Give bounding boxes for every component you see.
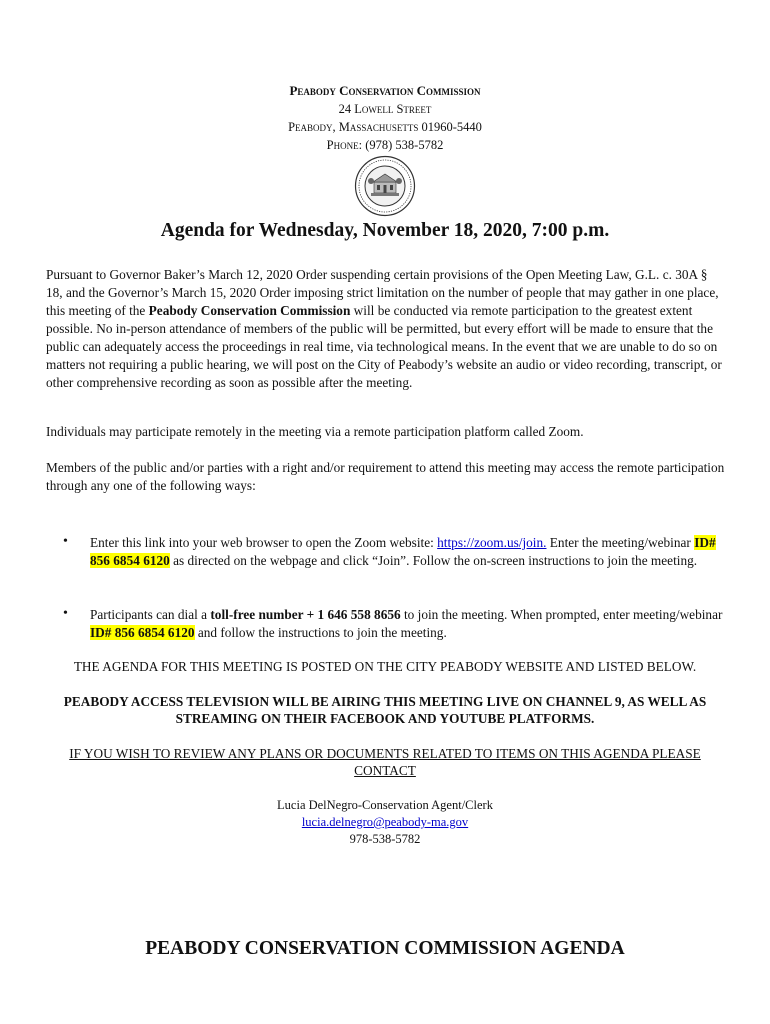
letterhead-city: Peabody, Massachusetts 01960-5440 bbox=[288, 120, 482, 134]
agenda-title: Agenda for Wednesday, November 18, 2020, 7:00 p.m. bbox=[160, 220, 610, 241]
letterhead-phone: Phone: (978) 538-5782 bbox=[326, 138, 444, 152]
bullet-marker: • bbox=[63, 606, 68, 621]
paragraph-members: Members of the public and/or parties with a right and/or requirement to attend this meeting may access the remote participation through any one of the following ways: bbox=[46, 460, 725, 493]
commission-name: Peabody Conservation Commission bbox=[148, 303, 351, 318]
paragraph-order bbox=[46, 266, 726, 392]
list-item bbox=[90, 606, 730, 642]
contact-name: Lucia DelNegro-Conservation Agent/Clerk bbox=[277, 798, 493, 812]
tv-broadcast-notice: PEABODY ACCESS TELEVISION WILL BE AIRING THIS MEETING LIVE ON CHANNEL 9, AS WELL AS STREAMING ON THEIR FACEBOOK AND YOUTUBE PLATFORMS. bbox=[63, 694, 707, 726]
contact-block bbox=[0, 797, 770, 848]
bullet-text: as directed on the webpage and click “Join”. Follow the on-screen instructions to join the meeting. bbox=[169, 553, 698, 568]
letterhead-org: Peabody Conservation Commission bbox=[289, 83, 481, 98]
letterhead bbox=[0, 82, 770, 154]
toll-free-number: toll-free number + 1 646 558 8656 bbox=[210, 607, 401, 622]
letterhead-street: 24 Lowell Street bbox=[338, 102, 432, 116]
bullet-text: and follow the instructions to join the meeting. bbox=[194, 625, 447, 640]
meeting-id: ID# 856 6854 6120 bbox=[90, 625, 195, 640]
paragraph-order-text-rest: will be conducted via remote participation to the greatest extent possible. No in-person attendance of members of the public will be permitted, but every effort will be made to ensure that the public can adequately access the proceedings in real time, via technological means. In the event that we are unable to do so on matters not requiring a public hearing, we will post on the City of Peabody’s website an audio or video recording, transcript, or other comprehensive recording as soon as possible after the meeting. bbox=[46, 303, 722, 390]
contact-phone: 978-538-5782 bbox=[349, 832, 421, 846]
bullet-text: Participants can dial a bbox=[90, 607, 211, 622]
paragraph-zoom: Individuals may participate remotely in the meeting via a remote participation platform called Zoom. bbox=[46, 424, 584, 439]
contact-email[interactable]: lucia.delnegro@peabody-ma.gov bbox=[301, 815, 469, 829]
meeting-id: ID# 856 6854 6120 bbox=[90, 535, 716, 568]
paragraph-order-text: Pursuant to Governor Baker’s March 12, 2020 Order suspending certain provisions of the Open Meeting Law, G.L. c. 30A § 18, and the Governor’s March 15, 2020 Order imposing strict limitation on the number of people that may gather in one place, this meeting of the bbox=[46, 267, 719, 318]
bullet-marker: • bbox=[63, 534, 68, 549]
commission-agenda-heading: PEABODY CONSERVATION COMMISSION AGENDA bbox=[145, 938, 625, 959]
agenda-posted-notice: THE AGENDA FOR THIS MEETING IS POSTED ON THE CITY PEABODY WEBSITE AND LISTED BELOW. bbox=[73, 659, 697, 674]
zoom-link[interactable]: https://zoom.us/join. bbox=[437, 535, 547, 550]
bullet-text: Enter the meeting/webinar bbox=[546, 535, 695, 550]
city-seal-icon bbox=[354, 155, 416, 217]
list-item bbox=[90, 534, 730, 570]
bullet-text: Enter this link into your web browser to open the Zoom website: bbox=[90, 535, 438, 550]
bullet-text: to join the meeting. When prompted, enter meeting/webinar bbox=[400, 607, 723, 622]
plans-contact-notice: IF YOU WISH TO REVIEW ANY PLANS OR DOCUMENTS RELATED TO ITEMS ON THIS AGENDA PLEASE CONTACT bbox=[69, 746, 701, 778]
